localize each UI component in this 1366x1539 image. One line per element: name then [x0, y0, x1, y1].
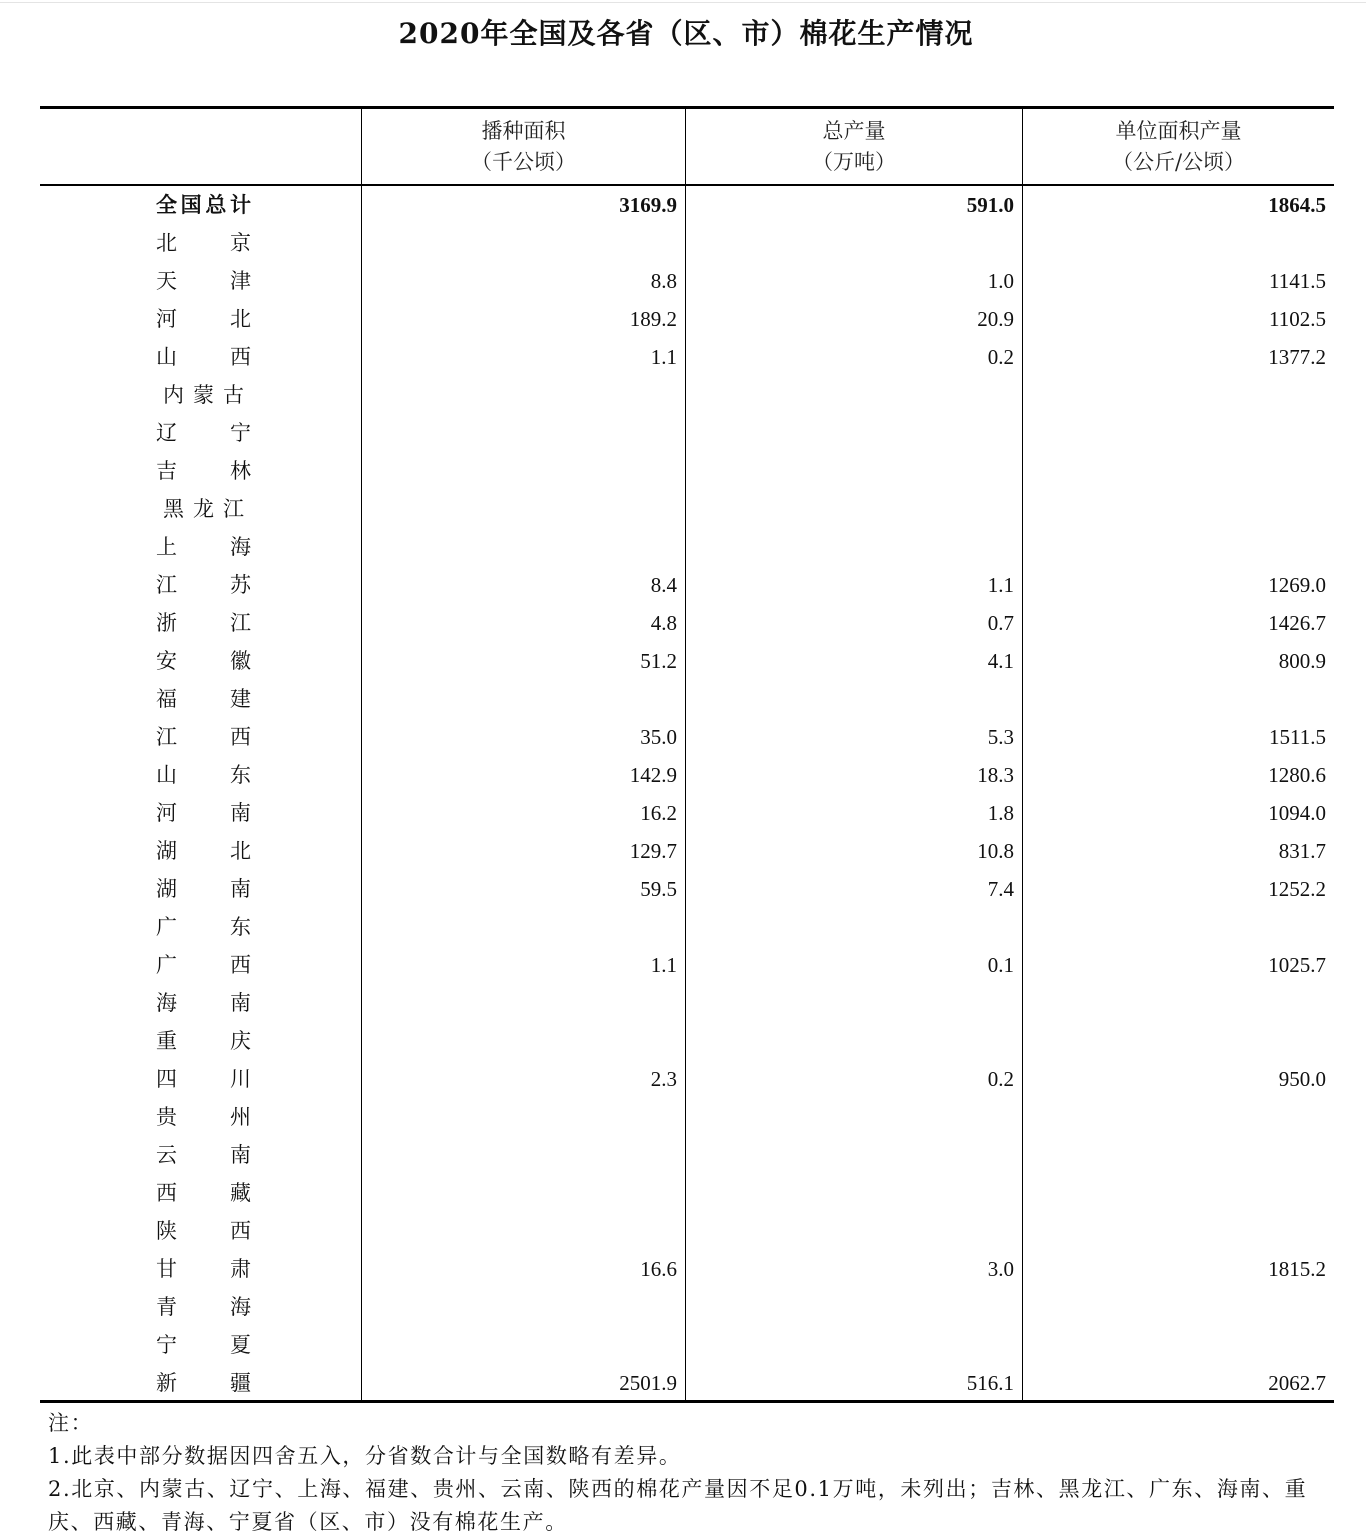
- total-output-value: 0.1: [987, 953, 1014, 977]
- yield-value: 1377.2: [1268, 345, 1326, 369]
- header-yield-per-area: [1023, 116, 1334, 178]
- total-output-value: 1.8: [987, 801, 1014, 825]
- total-output-value: 3.0: [987, 1257, 1014, 1281]
- table-row: [40, 376, 1334, 414]
- total-output-value: 516.1: [966, 1371, 1014, 1395]
- table-row: [40, 452, 1334, 490]
- region-name: 广西: [156, 953, 251, 977]
- table-row: [40, 794, 1334, 832]
- total-output-value: 591.0: [966, 193, 1014, 217]
- region-name: 重庆: [156, 1029, 251, 1053]
- table-row: [40, 262, 1334, 300]
- sown-area-value: 16.2: [640, 801, 677, 825]
- region-name: 吉林: [156, 459, 251, 483]
- notes-heading: 注：: [48, 1411, 94, 1435]
- sown-area-value: 51.2: [640, 649, 677, 673]
- region-name: 黑龙江: [163, 497, 244, 521]
- header-unit: （千公顷）: [471, 150, 576, 174]
- header-sown-area: [362, 116, 685, 178]
- table-row: [40, 984, 1334, 1022]
- total-output-value: 10.8: [977, 839, 1014, 863]
- yield-value: 800.9: [1278, 649, 1326, 673]
- total-output-value: 0.7: [987, 611, 1014, 635]
- yield-value: 1511.5: [1269, 725, 1326, 749]
- header-label: 播种面积: [481, 119, 566, 143]
- table-row: [40, 1060, 1334, 1098]
- table-row: [40, 338, 1334, 376]
- table-row: [40, 718, 1334, 756]
- region-name: 浙江: [156, 611, 251, 635]
- table-row: [40, 414, 1334, 452]
- yield-value: 1864.5: [1268, 193, 1326, 217]
- region-name: 新疆: [156, 1371, 251, 1395]
- table-row-national-total: [40, 186, 1334, 224]
- yield-value: 950.0: [1278, 1067, 1326, 1091]
- region-name: 山西: [156, 345, 251, 369]
- cotton-production-table: [40, 106, 1334, 1403]
- region-name: 海南: [156, 991, 251, 1015]
- region-name: 福建: [156, 687, 251, 711]
- table-row: [40, 832, 1334, 870]
- table-row: [40, 300, 1334, 338]
- region-name: 陕西: [156, 1219, 251, 1243]
- region-name: 青海: [156, 1295, 251, 1319]
- region-name: 湖南: [156, 877, 251, 901]
- yield-value: 831.7: [1278, 839, 1326, 863]
- table-row: [40, 680, 1334, 718]
- table-row: [40, 1174, 1334, 1212]
- total-output-value: 20.9: [977, 307, 1014, 331]
- table-row: [40, 870, 1334, 908]
- sown-area-value: 3169.9: [619, 193, 677, 217]
- table-row: [40, 1098, 1334, 1136]
- table-row: [40, 1250, 1334, 1288]
- total-output-value: 0.2: [987, 1067, 1014, 1091]
- table-row: [40, 566, 1334, 604]
- note-item: 1.此表中部分数据因四舍五入，分省数合计与全国数略有差异。: [48, 1444, 682, 1468]
- yield-value: 1141.5: [1269, 269, 1326, 293]
- yield-value: 1269.0: [1268, 573, 1326, 597]
- region-name: 天津: [156, 269, 251, 293]
- table-row: [40, 642, 1334, 680]
- table-row: [40, 490, 1334, 528]
- sown-area-value: 8.4: [650, 573, 677, 597]
- sown-area-value: 1.1: [650, 953, 677, 977]
- total-output-value: 0.2: [987, 345, 1014, 369]
- region-name: 西藏: [156, 1181, 251, 1205]
- sown-area-value: 2501.9: [619, 1371, 677, 1395]
- header-total-output: [686, 116, 1022, 178]
- region-name: 辽宁: [156, 421, 251, 445]
- region-name: 北京: [156, 231, 251, 255]
- sown-area-value: 189.2: [629, 307, 677, 331]
- sown-area-value: 35.0: [640, 725, 677, 749]
- header-label: 单位面积产量: [1115, 119, 1242, 143]
- table-row: [40, 1212, 1334, 1250]
- header-unit: （公斤/公顷）: [1111, 150, 1246, 174]
- table-row: [40, 1022, 1334, 1060]
- yield-value: 1252.2: [1268, 877, 1326, 901]
- table-notes: [48, 1407, 1338, 1539]
- total-output-value: 1.1: [987, 573, 1014, 597]
- table-row: [40, 1326, 1334, 1364]
- region-name: 河北: [156, 307, 251, 331]
- region-name: 江西: [156, 725, 251, 749]
- table-row: [40, 756, 1334, 794]
- region-name: 内蒙古: [163, 383, 244, 407]
- region-name: 云南: [156, 1143, 251, 1167]
- table-row: [40, 908, 1334, 946]
- sown-area-value: 2.3: [650, 1067, 677, 1091]
- region-name: 河南: [156, 801, 251, 825]
- table-row: [40, 1136, 1334, 1174]
- header-label: 总产量: [822, 119, 886, 143]
- total-output-value: 18.3: [977, 763, 1014, 787]
- yield-value: 1025.7: [1268, 953, 1326, 977]
- region-name: 湖北: [156, 839, 251, 863]
- table-row: [40, 528, 1334, 566]
- region-name: 山东: [156, 763, 251, 787]
- region-name: 宁夏: [156, 1333, 251, 1357]
- sown-area-value: 16.6: [640, 1257, 677, 1281]
- page-title: 2020年全国及各省（区、市）棉花生产情况: [398, 17, 974, 50]
- region-name: 上海: [156, 535, 251, 559]
- total-output-value: 4.1: [987, 649, 1014, 673]
- yield-value: 2062.7: [1268, 1371, 1326, 1395]
- header-unit: （万吨）: [812, 150, 896, 174]
- region-name: 广东: [156, 915, 251, 939]
- sown-area-value: 4.8: [650, 611, 677, 635]
- table-row: [40, 946, 1334, 984]
- region-name: 甘肃: [156, 1257, 251, 1281]
- total-output-value: 1.0: [987, 269, 1014, 293]
- sown-area-value: 8.8: [650, 269, 677, 293]
- region-name: 四川: [156, 1067, 251, 1091]
- region-name: 全国总计: [156, 192, 251, 217]
- table-top-rule: [40, 106, 1334, 109]
- sown-area-value: 59.5: [640, 877, 677, 901]
- yield-value: 1426.7: [1268, 611, 1326, 635]
- total-output-value: 5.3: [987, 725, 1014, 749]
- table-row: [40, 224, 1334, 262]
- region-name: 安徽: [156, 649, 251, 673]
- table-row: [40, 1288, 1334, 1326]
- sown-area-value: 142.9: [629, 763, 677, 787]
- yield-value: 1280.6: [1268, 763, 1326, 787]
- region-name: 江苏: [156, 573, 251, 597]
- region-name: 贵州: [156, 1105, 251, 1129]
- total-output-value: 7.4: [987, 877, 1014, 901]
- yield-value: 1102.5: [1269, 307, 1326, 331]
- top-divider: [0, 2, 1366, 3]
- table-row: [40, 1364, 1334, 1402]
- table-row: [40, 604, 1334, 642]
- sown-area-value: 1.1: [650, 345, 677, 369]
- yield-value: 1094.0: [1268, 801, 1326, 825]
- sown-area-value: 129.7: [629, 839, 677, 863]
- note-item: 2.北京、内蒙古、辽宁、上海、福建、贵州、云南、陕西的棉花产量因不足0.1万吨，未列出；吉林、黑龙江、广东、海南、重庆、西藏、青海、宁夏省（区、市）没有棉花生产。: [48, 1477, 1308, 1534]
- yield-value: 1815.2: [1268, 1257, 1326, 1281]
